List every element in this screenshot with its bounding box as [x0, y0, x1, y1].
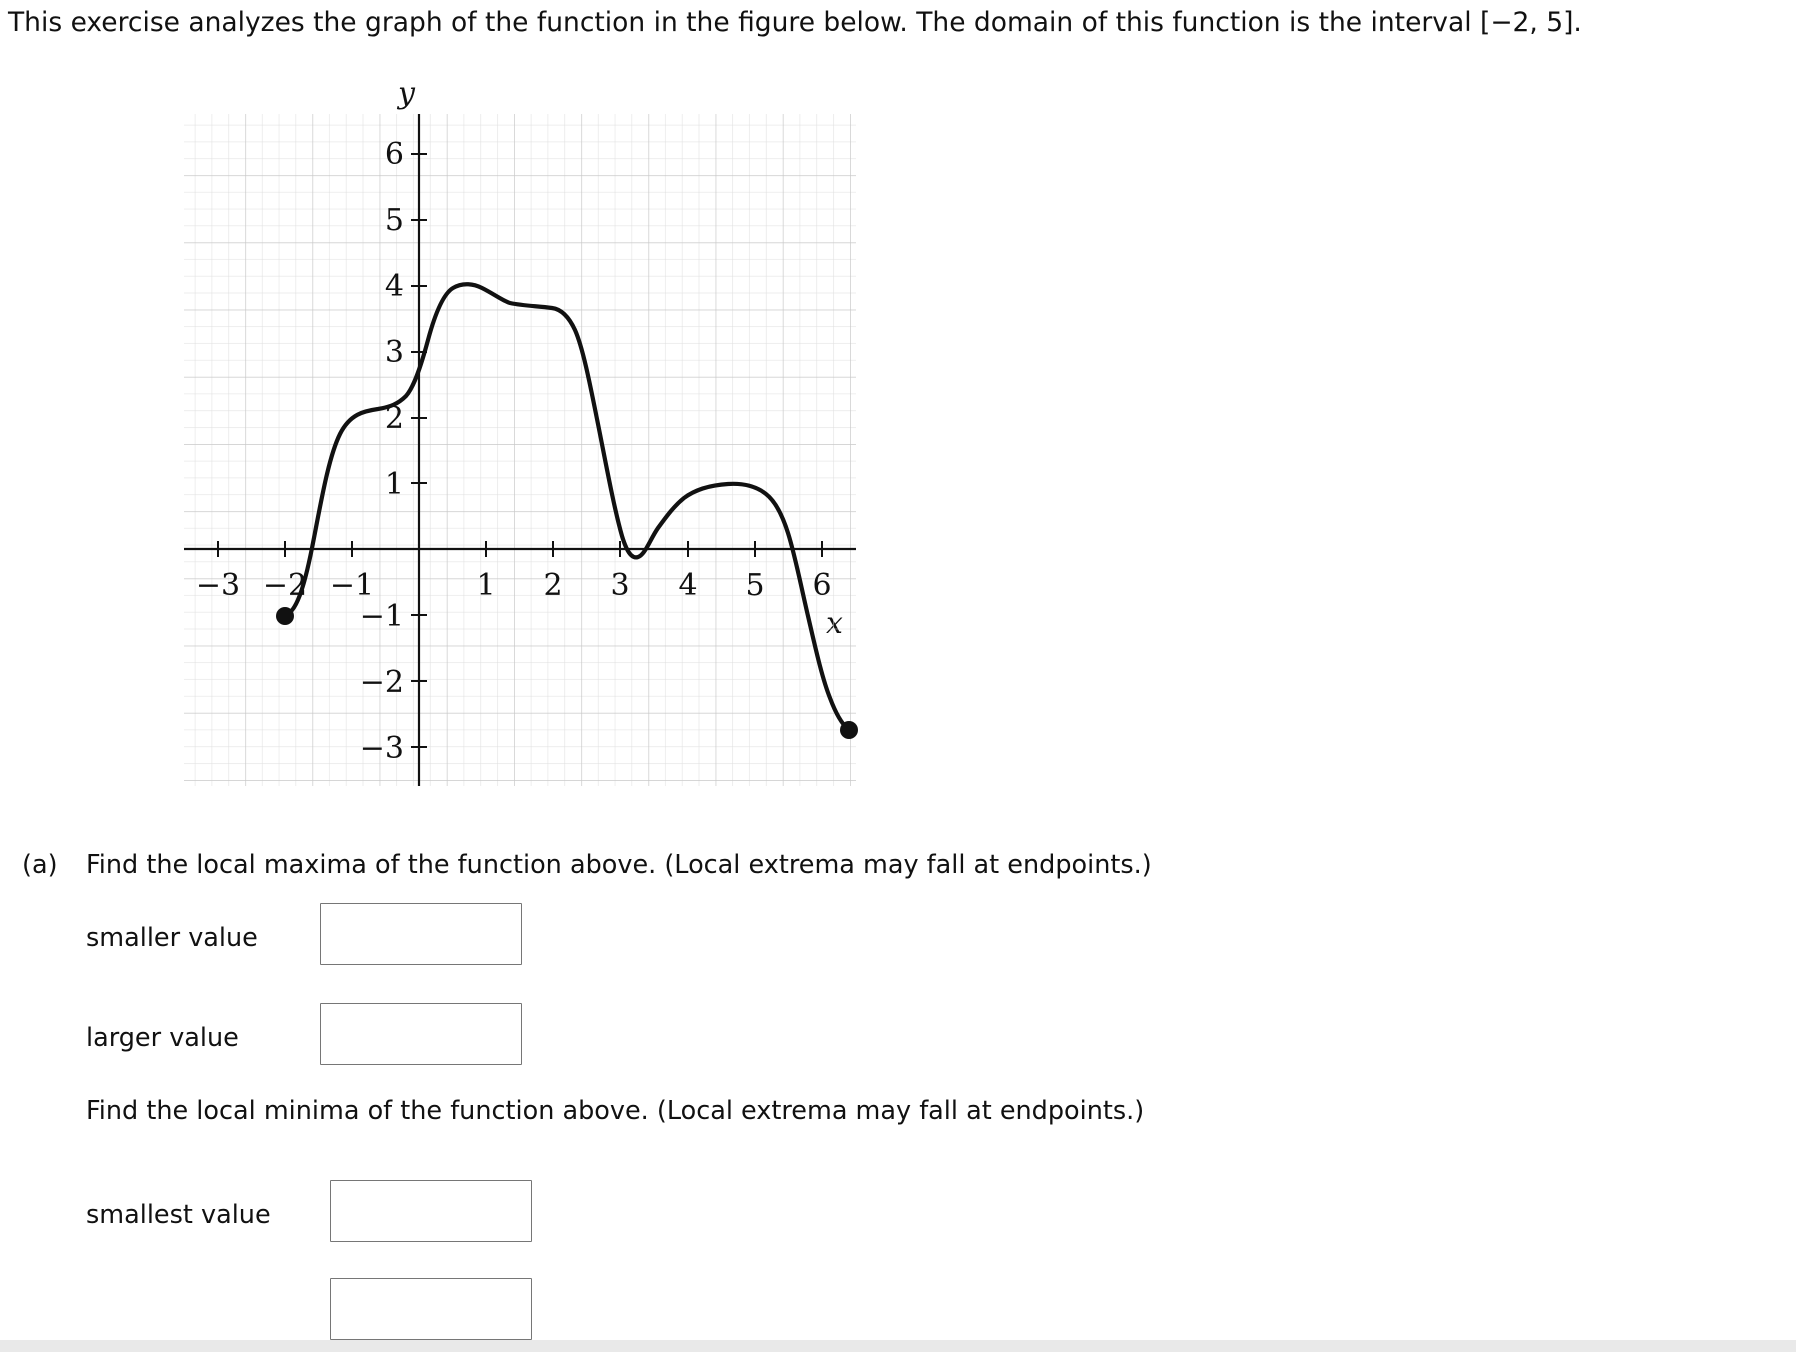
- minima-question: Find the local minima of the function above. (Local extrema may fall at endpoints.): [86, 1096, 1145, 1126]
- svg-text:−3: −3: [359, 731, 404, 766]
- svg-text:5: 5: [745, 568, 765, 603]
- svg-text:2: 2: [384, 401, 404, 436]
- svg-text:5: 5: [384, 203, 404, 238]
- second-minimum-input[interactable]: [330, 1278, 532, 1340]
- svg-text:4: 4: [678, 568, 698, 603]
- larger-value-label: larger value: [86, 1023, 239, 1053]
- graph-plot-area: [178, 108, 878, 808]
- smaller-value-label: smaller value: [86, 923, 258, 953]
- smaller-value-input[interactable]: [320, 903, 522, 965]
- svg-text:−3: −3: [195, 568, 241, 603]
- svg-text:3: 3: [384, 335, 404, 370]
- svg-text:−2: −2: [262, 568, 308, 603]
- part-a-marker: (a): [22, 850, 58, 880]
- page-bottom-strip: [0, 1340, 1796, 1352]
- svg-text:−1: −1: [329, 568, 375, 603]
- grid-lines: [184, 114, 856, 786]
- graph-svg: [178, 108, 878, 808]
- larger-value-input[interactable]: [320, 1003, 522, 1065]
- part-a-question: Find the local maxima of the function above. (Local extrema may fall at endpoints.): [86, 850, 1152, 880]
- svg-text:6: 6: [812, 568, 832, 603]
- page-title: This exercise analyzes the graph of the function in the figure below. The domain of this function is the interval [−2, 5].: [8, 7, 1582, 38]
- function-graph-figure: [178, 68, 878, 808]
- smallest-value-label: smallest value: [86, 1200, 271, 1230]
- svg-text:6: 6: [384, 137, 404, 172]
- svg-text:−2: −2: [359, 665, 404, 700]
- svg-text:1: 1: [384, 467, 404, 502]
- y-axis-label: y: [398, 76, 415, 111]
- svg-text:3: 3: [610, 568, 630, 603]
- svg-text:1: 1: [476, 568, 496, 603]
- svg-text:−1: −1: [359, 599, 404, 634]
- svg-text:2: 2: [543, 568, 563, 603]
- svg-text:4: 4: [384, 269, 404, 304]
- smallest-value-input[interactable]: [330, 1180, 532, 1242]
